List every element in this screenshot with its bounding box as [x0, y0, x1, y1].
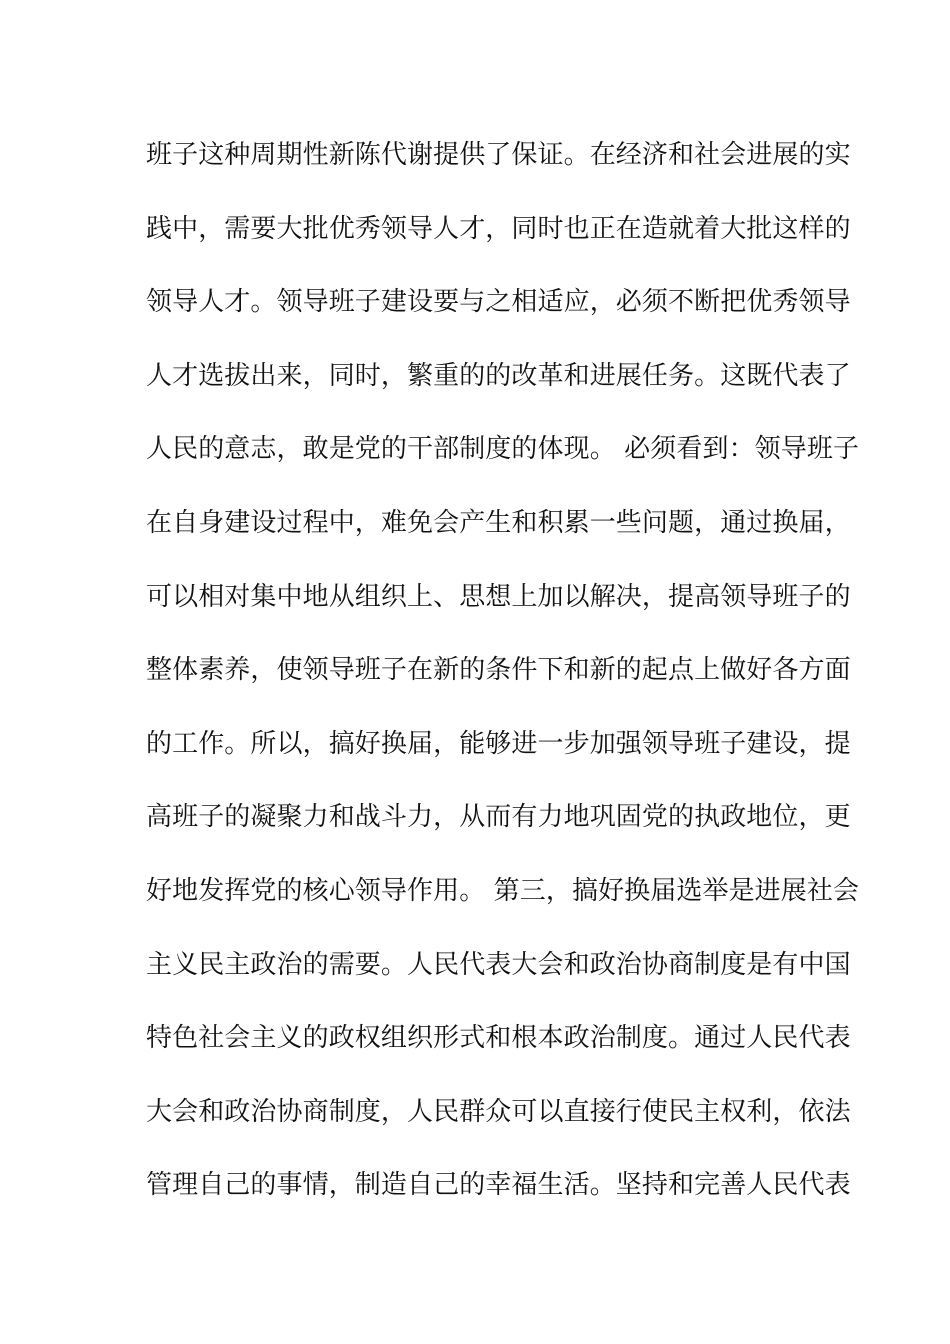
text-line: 可以相对集中地从组织上、思想上加以解决，提高领导班子的	[146, 581, 851, 612]
text-line: 人民的意志，敢是党的干部制度的体现。 必须看到：领导班子	[146, 434, 860, 465]
text-line: 管理自己的事情，制造自己的幸福生活。坚持和完善人民代表	[146, 1170, 851, 1201]
text-line: 好地发挥党的核心领导作用。 第三，搞好换届选举是进展社会	[146, 875, 860, 906]
text-line: 人才选拔出来，同时，繁重的的改革和进展任务。这既代表了	[146, 360, 851, 391]
text-line: 在自身建设过程中，难免会产生和积累一些问题，通过换届，	[146, 507, 851, 538]
text-line: 整体素养，使领导班子在新的条件下和新的起点上做好各方面	[146, 655, 851, 686]
text-line: 高班子的凝聚力和战斗力，从而有力地巩固党的执政地位，更	[146, 802, 851, 833]
text-line: 的工作。所以，搞好换届，能够进一步加强领导班子建设，提	[146, 728, 851, 759]
text-line: 践中，需要大批优秀领导人才，同时也正在造就着大批这样的	[146, 213, 851, 244]
text-line: 主义民主政治的需要。人民代表大会和政治协商制度是有中国	[146, 949, 851, 980]
body-text	[146, 133, 860, 1237]
text-line: 大会和政治协商制度，人民群众可以直接行使民主权利，依法	[146, 1096, 851, 1127]
text-line: 特色社会主义的政权组织形式和根本政治制度。通过人民代表	[146, 1023, 851, 1054]
text-line: 领导人才。领导班子建设要与之相适应，必须不断把优秀领导	[146, 287, 851, 318]
text-line: 班子这种周期性新陈代谢提供了保证。在经济和社会进展的实	[146, 140, 851, 170]
